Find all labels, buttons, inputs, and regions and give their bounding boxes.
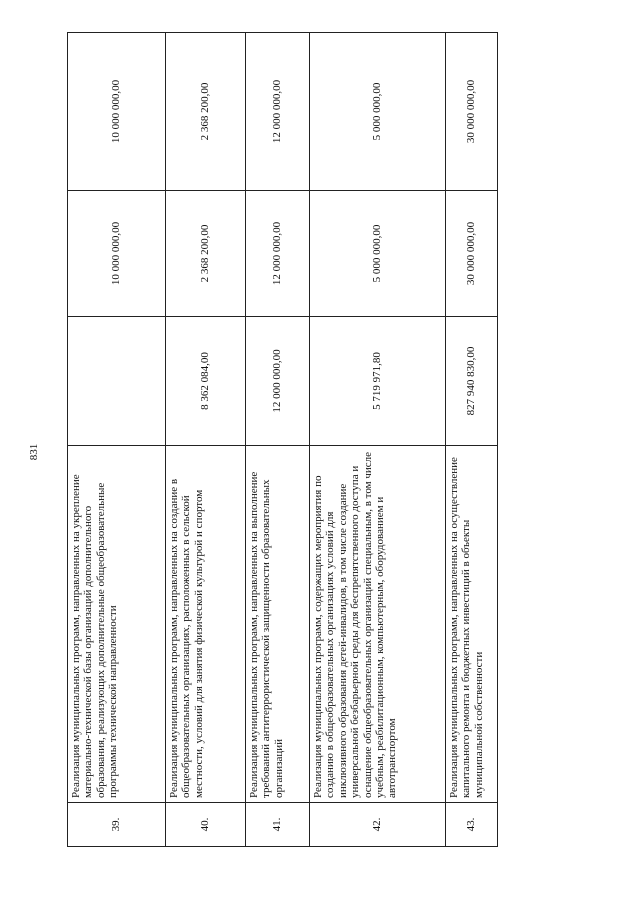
row-number: 39. xyxy=(68,803,166,847)
amount-cell: 30 000 000,00 xyxy=(446,33,498,191)
amount-cell: 2 368 200,00 xyxy=(166,191,246,317)
amount-cell: 30 000 000,00 xyxy=(446,191,498,317)
page-number: 831 xyxy=(28,443,40,461)
program-name: Реализация муниципальных программ, направленных на укрепление материально-технической базы организаций дополнительного образования, реализующих дополнительные общеобразовательные программы технической направленности xyxy=(68,446,166,803)
row-number: 41. xyxy=(246,803,310,847)
program-name: Реализация муниципальных программ, содержащих мероприятия по созданию в общеобразовательных организациях условий для инклюзивного образования детей-инвалидов, в том числе создание универсальной безбарьерной среды для беспрепятственного доступа и оснащение общеобразовательных организаций специальным, в том числе учебным, реабилитационным, компьютерным, оборудованием и автотранспортом xyxy=(310,446,446,803)
amount-cell: 5 000 000,00 xyxy=(310,191,446,317)
table-row xyxy=(246,33,310,847)
amount-cell: 12 000 000,00 xyxy=(246,33,310,191)
amount-cell: 10 000 000,00 xyxy=(68,191,166,317)
amount-cell: 827 940 830,00 xyxy=(446,317,498,446)
amount-cell: 2 368 200,00 xyxy=(166,33,246,191)
amount-cell: 12 000 000,00 xyxy=(246,191,310,317)
amount-cell: 12 000 000,00 xyxy=(246,317,310,446)
table-row xyxy=(446,33,498,847)
program-name: Реализация муниципальных программ, направленных на создание в общеобразовательных организациях, расположенных в сельской местности, условий для занятия физической культурой и спортом xyxy=(166,446,246,803)
row-number: 40. xyxy=(166,803,246,847)
row-number: 42. xyxy=(310,803,446,847)
table-row xyxy=(166,33,246,847)
row-number: 43. xyxy=(446,803,498,847)
budget-table-container xyxy=(67,45,497,847)
program-name: Реализация муниципальных программ, направленных на осуществление капитального ремонта и бюджетных инвестиций в объекты муниципальной собственности xyxy=(446,446,498,803)
amount-cell: 10 000 000,00 xyxy=(68,33,166,191)
program-name: Реализация муниципальных программ, направленных на выполнение требований антитеррористической защищенности образовательных организаций xyxy=(246,446,310,803)
amount-cell xyxy=(68,317,166,446)
table-row xyxy=(310,33,446,847)
amount-cell: 8 362 084,00 xyxy=(166,317,246,446)
table-row xyxy=(68,33,166,847)
amount-cell: 5 000 000,00 xyxy=(310,33,446,191)
budget-table xyxy=(67,32,498,847)
amount-cell: 5 719 971,80 xyxy=(310,317,446,446)
budget-table-rotated xyxy=(67,45,497,847)
